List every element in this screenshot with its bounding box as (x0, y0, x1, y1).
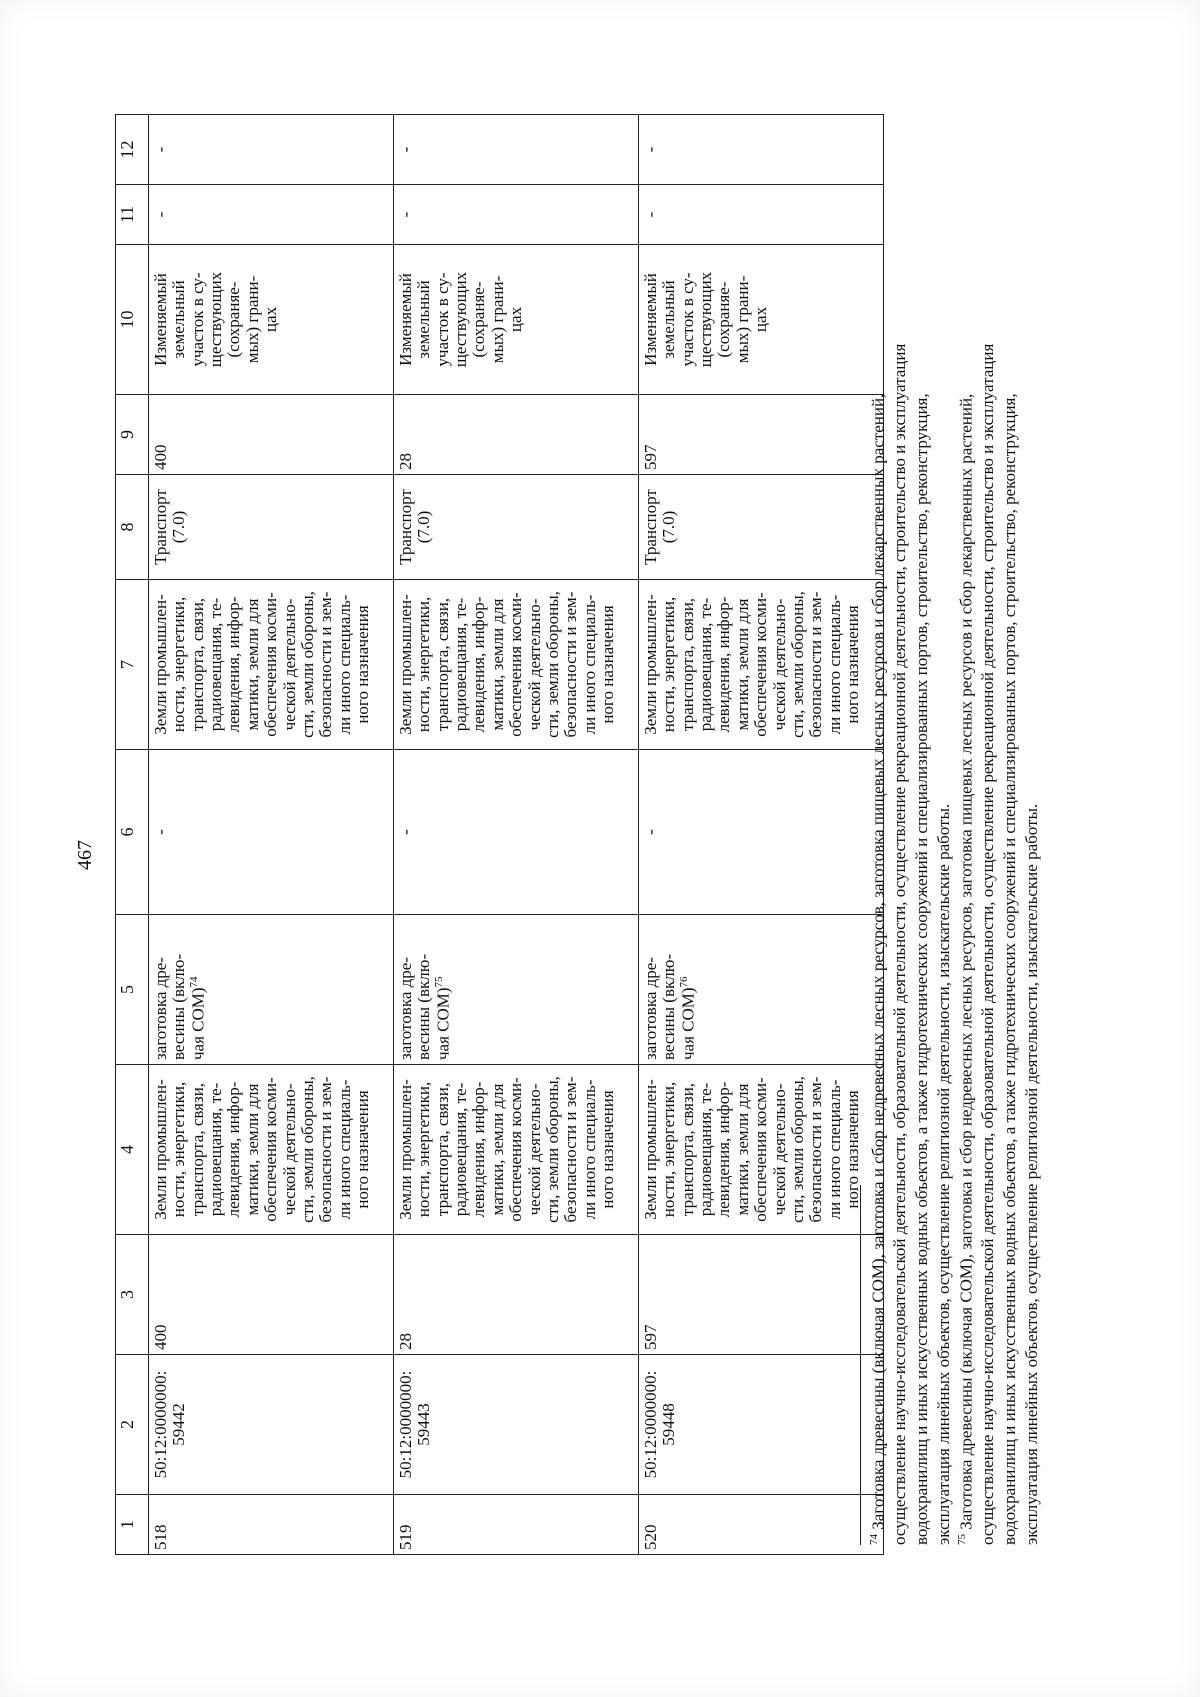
new-land-category-text: Земли промышлен- ности, энергетики, транспорта, связи, радиовещания, те- левидения, инфор- матики, земли для обеспечения косми- ческой деятельно- сти, земли обороны, безопасности и зем- ли иного специаль- ного назначения (641, 591, 862, 738)
permitted-use-text: заготовка дре- весины (вклю- чая СОМ) (396, 953, 453, 1060)
footnote-line (911, 85, 933, 1545)
footnote-line (1021, 85, 1043, 1545)
footnote-line (933, 85, 955, 1545)
column-12-text: - (641, 146, 660, 153)
new-land-category-text: Земли промышлен- ности, энергетики, транспорта, связи, радиовещания, те- левидения, инфор- матики, земли для обеспечения косми- ческой деятельно- сти, земли обороны, безопасности и зем- ли иного специаль- ного назначения (396, 591, 617, 738)
plot-status-cell (149, 245, 394, 395)
table-body (149, 115, 884, 1555)
footnote-line (889, 85, 911, 1545)
new-area-text: 28 (396, 453, 415, 470)
footnote (955, 85, 1043, 1545)
cadastral-number-cell (149, 1355, 394, 1495)
page-number: 467 (74, 840, 96, 870)
cadastral-number-cell (639, 1355, 884, 1495)
column-12-cell (149, 115, 394, 185)
row-number-text: 518 (151, 1524, 170, 1550)
table-row (149, 115, 394, 1555)
column-header: 5 (116, 915, 149, 1065)
new-area-cell (149, 395, 394, 475)
footnote-line (867, 85, 889, 1545)
area-cell (394, 1235, 639, 1355)
plot-status-text: Изменяемый земельный участок в су- ществующих (сохраняе- мых) грани- цах (151, 271, 281, 368)
column-11-cell (394, 185, 639, 245)
column-12-text: - (396, 146, 415, 153)
footnotes (860, 85, 1042, 1545)
column-11-text: - (151, 211, 170, 218)
footnote-mark: 75 (955, 1534, 968, 1545)
land-category-cell (394, 1065, 639, 1235)
column-11-cell (149, 185, 394, 245)
footnote-text: эксплуатация линейных объектов, осуществление религиозной деятельности, изыскательские работы. (1021, 803, 1041, 1545)
land-category-cell (149, 1065, 394, 1235)
new-permitted-use-cell (639, 475, 884, 580)
new-permitted-use-text: Транспорт (7.0) (641, 489, 679, 565)
footnote-reference: 74 (187, 976, 200, 988)
area-cell (639, 1235, 884, 1355)
new-area-text: 400 (151, 444, 170, 470)
footnote-reference: 75 (432, 976, 445, 988)
footnote-text: эксплуатация линейных объектов, осуществление религиозной деятельности, изыскательские работы. (933, 803, 953, 1545)
cadastral-number-text: 50:12:0000000: 59442 (151, 1370, 189, 1479)
land-category-cell (639, 1065, 884, 1235)
column-11-text: - (396, 211, 415, 218)
new-area-cell (394, 395, 639, 475)
encumbrance-cell (394, 750, 639, 915)
table-row (394, 115, 639, 1555)
new-land-category-text: Земли промышлен- ности, энергетики, транспорта, связи, радиовещания, те- левидения, инфор- матики, земли для обеспечения косми- ческой деятельно- сти, земли обороны, безопасности и зем- ли иного специаль- ного назначения (151, 591, 372, 738)
footnote (867, 85, 955, 1545)
permitted-use-text: заготовка дре- весины (вклю- чая СОМ) (151, 953, 208, 1060)
cadastral-number-text: 50:12:0000000: 59443 (396, 1370, 434, 1479)
column-header: 8 (116, 475, 149, 580)
encumbrance-cell (149, 750, 394, 915)
permitted-use-cell (639, 915, 884, 1065)
area-text: 597 (641, 1324, 660, 1350)
column-12-cell (639, 115, 884, 185)
new-area-text: 597 (641, 444, 660, 470)
footnote-reference: 76 (677, 976, 690, 988)
area-text: 28 (396, 1333, 415, 1350)
plot-status-text: Изменяемый земельный участок в су- ществующих (сохраняе- мых) грани- цах (396, 271, 526, 368)
new-permitted-use-cell (149, 475, 394, 580)
footnote-text: водохранилищ и иных искусственных водных объектов, а также гидротехнических сооружений и специализированных портов, строительство, реконструкция, (999, 393, 1019, 1545)
plot-status-cell (394, 245, 639, 395)
footnote-mark: 74 (868, 1534, 880, 1545)
area-cell (149, 1235, 394, 1355)
permitted-use-text: заготовка дре- весины (вклю- чая СОМ) (641, 953, 698, 1060)
row-number-text: 519 (396, 1524, 415, 1550)
land-category-text: Земли промышлен- ности, энергетики, транспорта, связи, радиовещания, те- левидения, инфор- матики, земли для обеспечения косми- ческой деятельно- сти, земли обороны, безопасности и зем- ли иного специаль- ного назначения (151, 1076, 372, 1223)
land-plots-table (115, 114, 884, 1555)
footnote-text: водохранилищ и иных искусственных водных объектов, а также гидротехнических сооружений и специализированных портов, строительство, реконструкция, (912, 393, 932, 1545)
footnote-text: осуществление научно-исследовательской деятельности, образовательной деятельности, осуществление рекреационной деятельности, строительство и эксплуатация (890, 343, 910, 1545)
cadastral-number-text: 50:12:0000000: 59448 (641, 1370, 679, 1479)
new-permitted-use-cell (394, 475, 639, 580)
row-number-cell (639, 1495, 884, 1555)
new-permitted-use-text: Транспорт (7.0) (151, 489, 189, 565)
row-number-text: 520 (641, 1524, 660, 1550)
footnote-text: Заготовка древесины (включая СОМ), заготовка и сбор недревесных лесных ресурсов, заготовка пищевых лесных ресурсов и сбор лекарственных растений, (956, 393, 976, 1530)
encumbrance-text: - (396, 829, 415, 835)
new-area-cell (639, 395, 884, 475)
new-land-category-cell (394, 580, 639, 750)
column-header: 11 (116, 185, 149, 245)
column-12-cell (394, 115, 639, 185)
footnote-text: Заготовка древесины (включая СОМ), заготовка и сбор недревесных лесных ресурсов, заготовка пищевых лесных ресурсов и сбор лекарственных растений, (868, 393, 888, 1530)
land-category-text: Земли промышлен- ности, энергетики, транспорта, связи, радиовещания, те- левидения, инфор- матики, земли для обеспечения косми- ческой деятельно- сти, земли обороны, безопасности и зем- ли иного специаль- ного назначения (641, 1076, 862, 1223)
table-row (639, 115, 884, 1555)
plot-status-text: Изменяемый земельный участок в су- ществующих (сохраняе- мых) грани- цах (641, 271, 771, 368)
new-land-category-cell (149, 580, 394, 750)
column-header: 10 (116, 245, 149, 395)
column-header: 6 (116, 750, 149, 915)
row-number-cell (394, 1495, 639, 1555)
column-header: 2 (116, 1355, 149, 1495)
header-row (116, 115, 149, 1555)
column-11-cell (639, 185, 884, 245)
plot-status-cell (639, 245, 884, 395)
new-land-category-cell (639, 580, 884, 750)
column-header: 4 (116, 1065, 149, 1235)
footnote-line (977, 85, 999, 1545)
column-11-text: - (641, 211, 660, 218)
footnote-line (999, 85, 1021, 1545)
encumbrance-cell (639, 750, 884, 915)
area-text: 400 (151, 1324, 170, 1350)
column-header: 12 (116, 115, 149, 185)
column-header: 1 (116, 1495, 149, 1555)
column-12-text: - (151, 146, 170, 153)
encumbrance-text: - (151, 829, 170, 835)
permitted-use-cell (149, 915, 394, 1065)
column-header: 3 (116, 1235, 149, 1355)
new-permitted-use-text: Транспорт (7.0) (396, 489, 434, 565)
footnote-list (867, 85, 1042, 1545)
row-number-cell (149, 1495, 394, 1555)
footnote-line (955, 85, 977, 1545)
rotated-sheet (60, 45, 1110, 1665)
footnote-text: осуществление научно-исследовательской деятельности, образовательной деятельности, осуществление рекреационной деятельности, строительство и эксплуатация (978, 343, 998, 1545)
land-category-text: Земли промышлен- ности, энергетики, транспорта, связи, радиовещания, те- левидения, инфор- матики, земли для обеспечения косми- ческой деятельно- сти, земли обороны, безопасности и зем- ли иного специаль- ного назначения (396, 1076, 617, 1223)
column-header: 9 (116, 395, 149, 475)
permitted-use-cell (394, 915, 639, 1065)
column-header: 7 (116, 580, 149, 750)
footnote-divider (860, 1185, 861, 1545)
encumbrance-text: - (641, 829, 660, 835)
cadastral-number-cell (394, 1355, 639, 1495)
